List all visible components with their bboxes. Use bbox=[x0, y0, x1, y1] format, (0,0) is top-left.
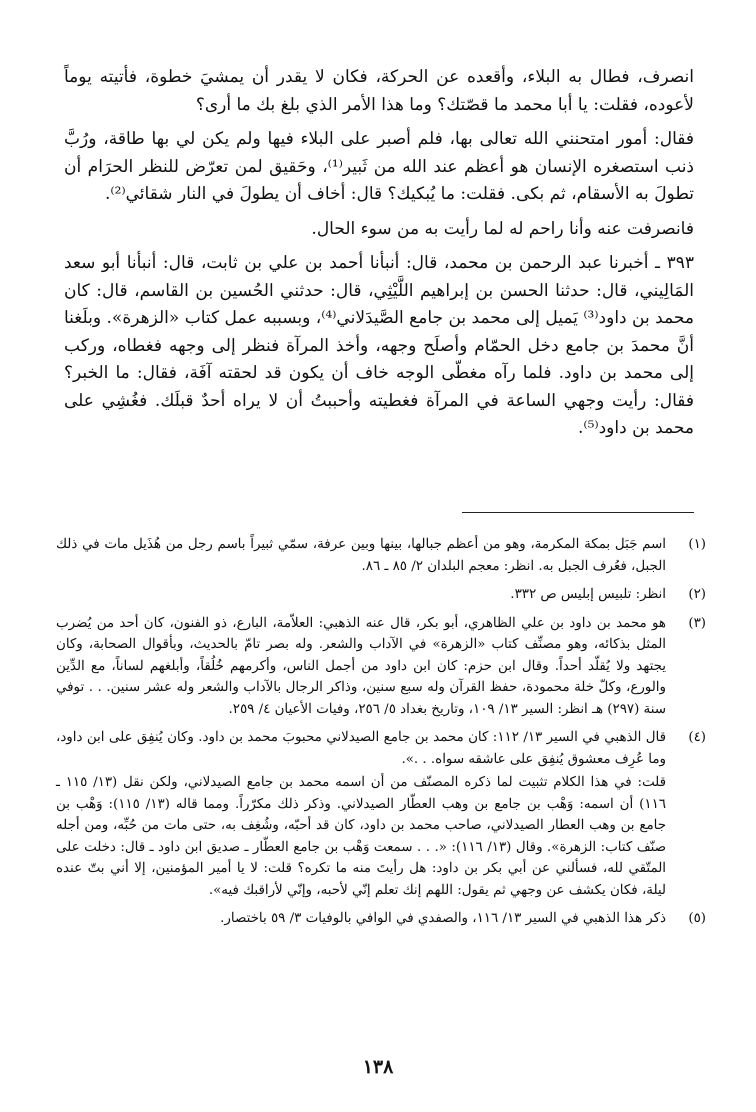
footnote-body bbox=[56, 908, 666, 932]
footnote-text: اسم جَبَل بمكة المكرمة، وهو من أعظم جبالها، بينها وبين عرفة، سمّي ثبيراً باسم رجل من هُذَيل مات في ذلك الجبل، فعُرف الجبل به. انظر: معجم البلدان ٢/ ٨٥ ـ ٨٦. bbox=[56, 537, 666, 574]
footnote-5 bbox=[56, 908, 706, 932]
footnote-3 bbox=[56, 613, 706, 723]
footnote-text: قال الذهبي في السير ١٣/ ١١٢: كان محمد بن جامع الصيدلاني محبوبَ محمد بن داود. وكان يُنفِق على ابن داود، وما عُرِف معشوق يُنفِق على عاشقه سواه. . .». bbox=[56, 730, 666, 767]
main-paragraph-3: فانصرفت عنه وأنا راحم له لما رأيت به من سوء الحال. bbox=[311, 218, 694, 239]
footnote-number: (٥) bbox=[688, 911, 706, 926]
footnote-body bbox=[56, 727, 666, 903]
footnote-number: (١) bbox=[688, 537, 706, 552]
footnote-body bbox=[56, 613, 666, 723]
footnote-separator bbox=[462, 512, 694, 513]
footnote-number: (٢) bbox=[688, 587, 706, 602]
footnote-text: قلت: في هذا الكلام تثبيت لما ذكره المصنّف من أن اسمه محمد بن جامع الصيدلاني، ولكن نقل (١٣/ ١١٥ ـ ١١٦) أن اسمه: وَهْب بن جامع بن وهب العطّار الصيدلاني. وذكر ذلك مكرّراً. ومما قاله (١٣/ ١١٥): وَهْب بن جامع بن وهب العطار الصيدلاني، صاحب محمد بن داود، كان قد أحبّه، وشُغِف به، حتى مات من حُبِّه، ومن أجله صنّف كتاب: الزهرة». وقال (١٣/ ١١٦): «. . . سمعت وَهْب بن جامع العطّار ـ صديق ابن داود ـ قال: دخلت على المتّقي لله، فسألني عن أبي بكر بن داود: هل رأيتَ منه ما تكره؟ قلت: لا يا أمير المؤمنين، إلا أني بتّ عنده ليلة، فكان يكشف عن وجهي ثم يقول: اللهم إنك تعلم إنّي لأحبه، وإنّي لأراقبك فيه». bbox=[56, 775, 666, 898]
main-paragraph-4: ٣٩٣ ـ أخبرنا عبد الرحمن بن محمد، قال: أنبأنا أحمد بن علي بن ثابت، قال: أنبأنا أبو سعد المَالِيني، قال: حدثنا الحسن بن إبراهيم اللَّيْثِي، قال: حدثني الحُسين بن القاسم، قال: كان محمد بن داود⁽³⁾ يَميل إلى محمد بن جامع الصَّيدَلاني⁽⁴⁾، وبسببه عمل كتاب «الزهرة». وبلَغنا أنَّ محمدَ بن جامع دخل الحمّام وأصلَح وجهه، وأخذ المرآة فنظر إلى وجهه فغطاه، وركب إلى محمد بن داود. فلما رآه مغطّى الوجه خاف أن يكون قد لحقته آفَة، فقال: ما الخبر؟ فقال: رأيت وجهي الساعة في المرآة فغطيته وأحببتُ أن لا يراه أحدٌ قبلَك. فغُشِي على محمد بن داود⁽⁵⁾. bbox=[64, 253, 694, 438]
footnote-number: (٤) bbox=[688, 730, 706, 745]
footnote-text: ذكر هذا الذهبي في السير ١٣/ ١١٦، والصفدي في الوافي بالوفيات ٣/ ٥٩ باختصار. bbox=[220, 911, 666, 926]
footnote-body bbox=[56, 584, 666, 608]
footnote-text: انظر: تلبيس إبليس ص ٣٣٢. bbox=[510, 587, 666, 602]
footnote-text: هو محمد بن داود بن علي الظاهري، أبو بكر، قال عنه الذهبي: العلاّمة، البارع، ذو الفنون، كان أحد من يُضرب المثل بذكائه، وهو مصنِّف كتاب «الزهرة» في الآداب والشعر. وله بصر تامّ بالحديث، وبأقوال الصحابة، وكان يجتهد ولا يُقلّد أحداً. وقال ابن حزم: كان ابن داود من أجمل الناس، وأكرمهم خُلُقاً، وأبلغهم لساناً، مع الدِّين والورع، وكلّ خلة محمودة، حفظ القرآن وله سبع سنين، وذاكر الرجال بالآداب والشعر وله عشر سنين. . . توفي سنة (٢٩٧) هـ انظر: السير ١٣/ ١٠٩، وتاريخ بغداد ٥/ ٢٥٦، وفيات الأعيان ٤/ ٢٥٩. bbox=[56, 615, 666, 717]
footnotes bbox=[56, 534, 706, 937]
footnote-1 bbox=[56, 534, 706, 579]
footnote-4 bbox=[56, 727, 706, 903]
page-number: ١٣٨ bbox=[362, 1056, 394, 1078]
main-paragraph-2: فقال: أمور امتحنني الله تعالى بها، فلم أصبر على البلاء فيها ولم يكن لي بها طاقة، ورُبَّ ذنب استصغره الإنسان هو أعظم عند الله من ثَبير⁽¹⁾، وحَقيق لمن تعرّض للنظر الحرَام أن تطولَ به الأسقام، ثم بكى. فقلت: ما يُبكيك؟ قال: أخاف أن يطولَ في النار شقائي⁽²⁾. bbox=[64, 129, 695, 204]
main-paragraph-1: انصرف، فطال به البلاء، وأقعده عن الحركة، فكان لا يقدر أن يمشيَ خطوة، فأتيته يوماً لأعوده، فقلت: يا أبا محمد ما قصّتك؟ وما هذا الأمر الذي بلغ بك ما أرى؟ bbox=[64, 67, 694, 115]
footnote-number: (٣) bbox=[688, 615, 706, 631]
footnote-2 bbox=[56, 584, 706, 608]
main-text bbox=[64, 64, 694, 450]
footnote-body bbox=[56, 534, 666, 579]
